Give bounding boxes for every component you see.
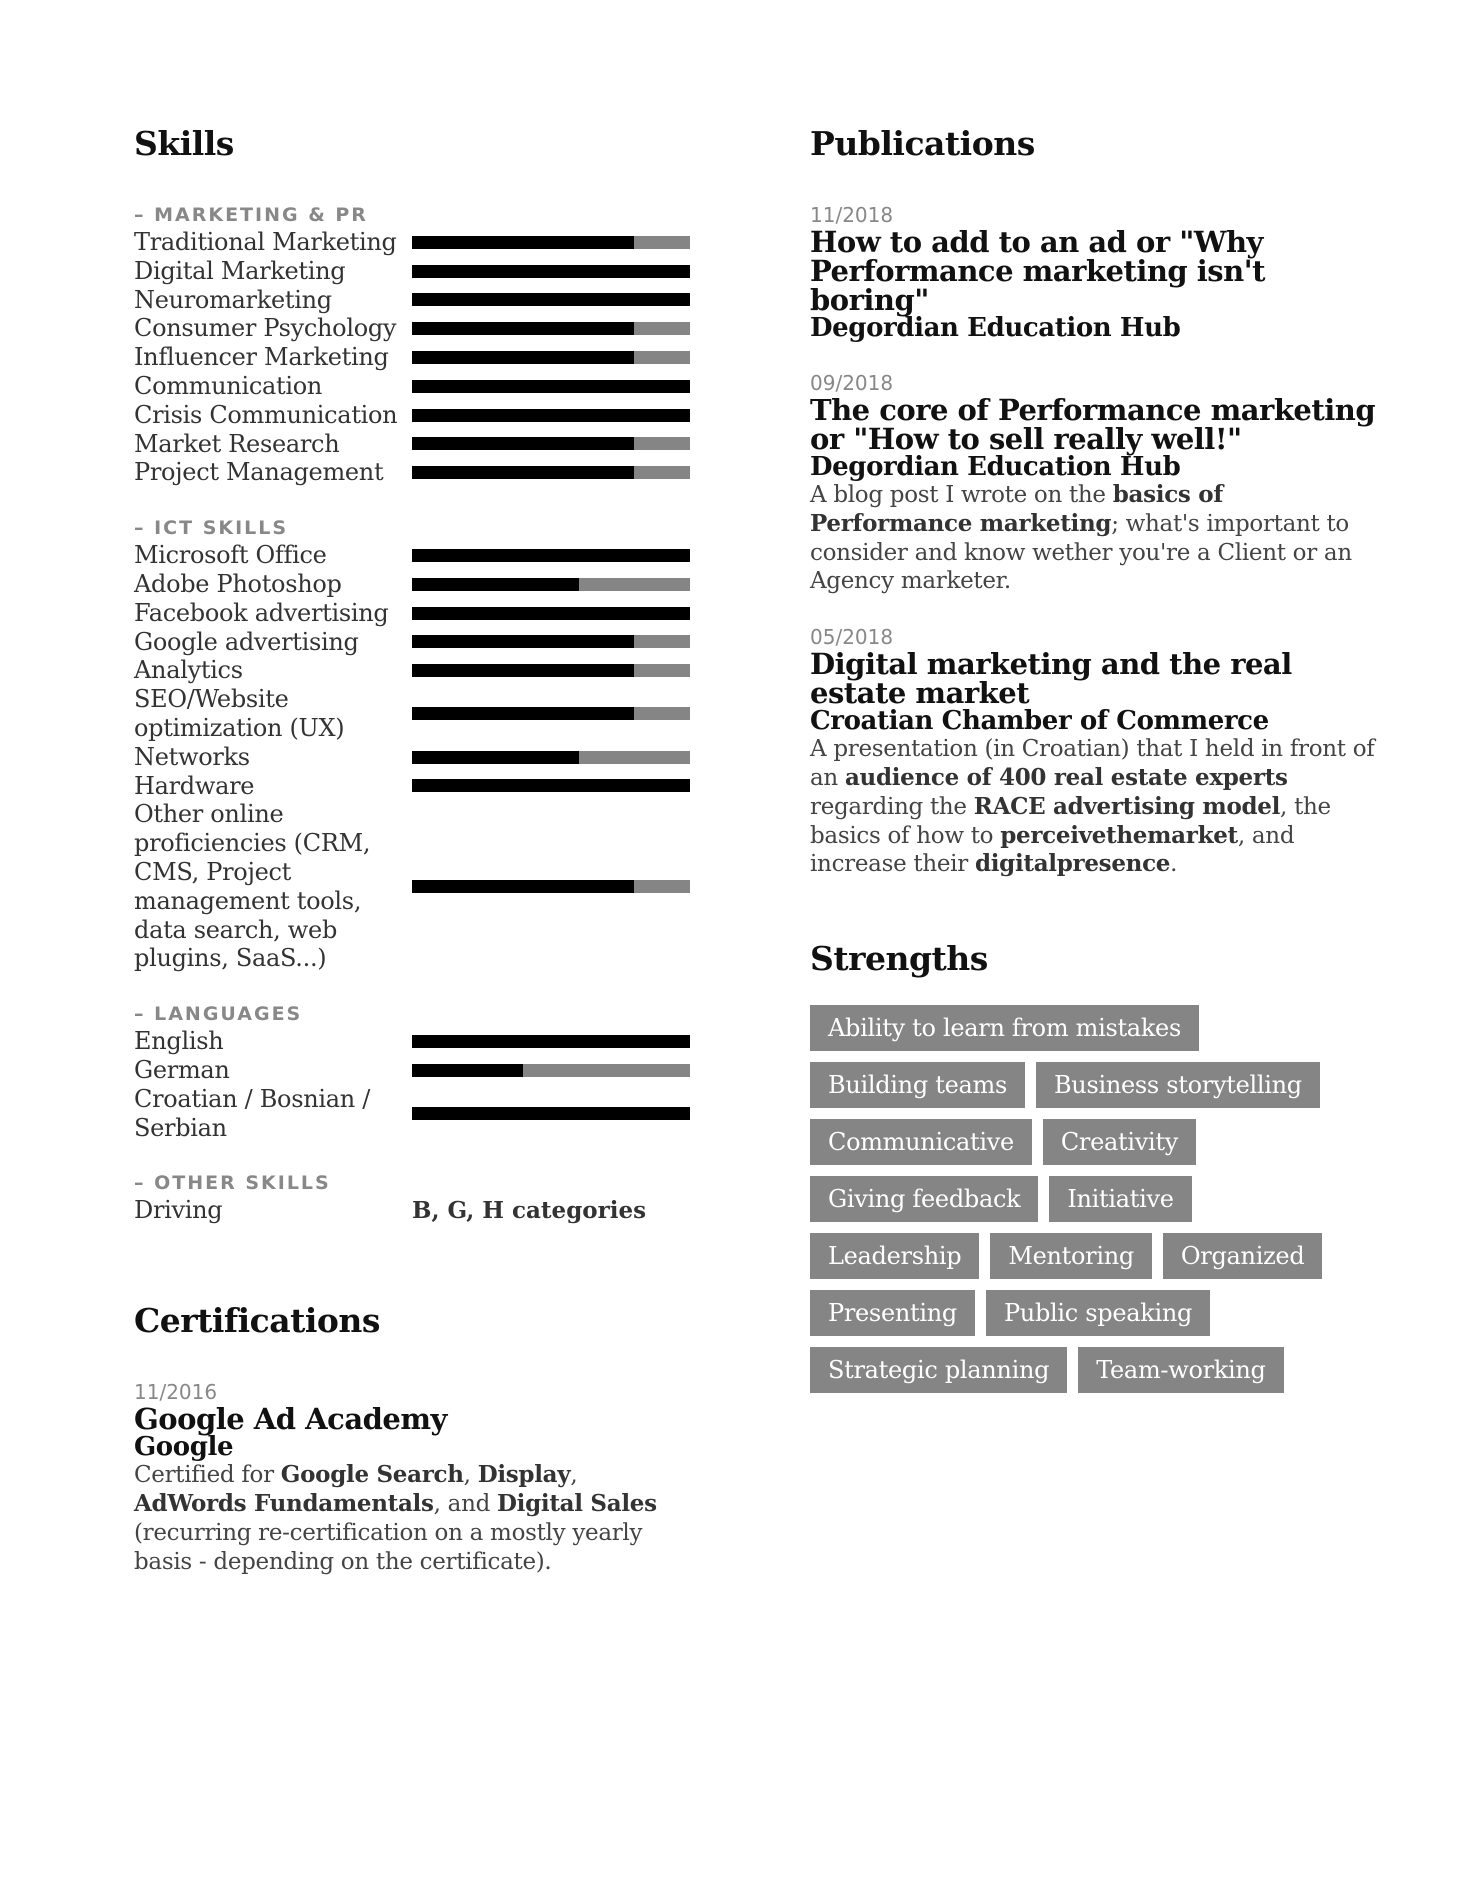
- publications-list: [810, 202, 1380, 879]
- desc-segment: , the basics of how to: [810, 793, 1331, 849]
- strengths-section: [810, 939, 1380, 1404]
- skill-level-fill: [412, 707, 634, 720]
- right-column: [810, 124, 1380, 1404]
- desc-segment: A presentation (in Croatian) that I held in front of an: [810, 736, 1375, 791]
- skill-row: [134, 628, 694, 657]
- desc-segment: , and: [433, 1490, 498, 1517]
- strength-tag: Strategic planning: [810, 1347, 1067, 1393]
- desc-segment: A blog post I wrote on the: [810, 482, 1113, 508]
- skill-row: [134, 772, 694, 801]
- desc-bold-segment: perceivethemarket: [1000, 821, 1238, 849]
- skill-level-fill: [412, 607, 690, 620]
- skill-name: Communication: [134, 371, 322, 400]
- skill-group: [134, 515, 694, 973]
- skills-title: Skills: [134, 124, 234, 163]
- desc-segment: (recurring re-certification on a mostly yearly basis - depending on the certificate).: [134, 1519, 643, 1575]
- skill-level-fill: [412, 265, 690, 278]
- publication-date: 05/2018: [810, 625, 894, 650]
- strength-tag: Public speaking: [986, 1290, 1210, 1336]
- skill-name: English: [134, 1027, 224, 1056]
- strength-tag: Presenting: [810, 1290, 975, 1336]
- publications-section: [810, 124, 1380, 879]
- certification-date: 11/2016: [134, 1380, 218, 1405]
- desc-bold-segment: Google Search: [280, 1461, 464, 1489]
- skill-level-fill: [412, 751, 579, 764]
- skill-level-bar: [412, 293, 690, 306]
- desc-bold-segment: digitalpresence: [974, 850, 1171, 878]
- publication-title: Digital marketing and the real estate market: [810, 647, 1292, 711]
- publication-description: [810, 481, 1380, 596]
- skill-level-bar: [412, 236, 690, 249]
- skill-level-fill: [412, 380, 690, 393]
- skill-name: Microsoft Office: [134, 541, 327, 570]
- strength-tag: Communicative: [810, 1119, 1032, 1165]
- skill-row: [134, 541, 694, 570]
- skill-row: [134, 430, 694, 459]
- publication-org: Degordian Education Hub: [810, 452, 1181, 482]
- skill-name: Google advertising: [134, 627, 359, 656]
- skill-level-fill: [412, 236, 634, 249]
- skill-row: [134, 800, 694, 973]
- skill-level-fill: [412, 549, 690, 562]
- skill-level-bar: [412, 1107, 690, 1120]
- publication-item: [810, 624, 1380, 879]
- skill-level-bar: [412, 664, 690, 677]
- skill-level-bar: [412, 380, 690, 393]
- publication-title: How to add to an ad or "Why Performance marketing isn't boring": [810, 225, 1265, 317]
- skill-level-fill: [412, 466, 634, 479]
- publication-description: [810, 735, 1380, 879]
- skill-row: [134, 458, 694, 487]
- skill-value: B, G, H categories: [412, 1197, 647, 1225]
- certification-description: [134, 1461, 694, 1576]
- skill-name: Digital Marketing: [134, 256, 346, 285]
- skill-name: Analytics: [134, 656, 243, 685]
- skill-name: Driving: [134, 1196, 223, 1225]
- desc-bold-segment: audience of 400 real estate experts: [844, 763, 1288, 791]
- skill-level-bar: [412, 1064, 690, 1077]
- skill-level-fill: [412, 293, 690, 306]
- skill-level-fill: [412, 437, 634, 450]
- desc-bold-segment: AdWords Fundamentals: [134, 1489, 434, 1517]
- skill-name: Facebook advertising: [134, 598, 389, 627]
- skill-row: [134, 570, 694, 599]
- certification-item: [134, 1379, 694, 1576]
- skill-row: [134, 401, 694, 430]
- certification-issuer: Google: [134, 1432, 234, 1463]
- strength-tag: Organized: [1163, 1233, 1322, 1279]
- skill-row: [134, 1196, 694, 1225]
- skill-level-bar: [412, 1035, 690, 1048]
- publication-org: Degordian Education Hub: [810, 313, 1181, 343]
- skill-name: Croatian / Bosnian / Serbian: [134, 1084, 371, 1142]
- skill-level-bar: [412, 607, 690, 620]
- skills-section: [134, 124, 694, 1225]
- skill-name: Hardware: [134, 771, 255, 800]
- skill-category-label: – MARKETING & PR: [134, 204, 368, 226]
- skill-category-label: – LANGUAGES: [134, 1003, 303, 1026]
- publication-item: [810, 370, 1380, 596]
- strength-tag: Giving feedback: [810, 1176, 1038, 1222]
- skill-name: Other online proficiencies (CRM, CMS, Project management tools, data search, web plugins, SaaS...): [134, 800, 371, 973]
- strength-tag: Leadership: [810, 1233, 979, 1279]
- skill-level-fill: [412, 779, 690, 792]
- skill-level-fill: [412, 880, 634, 893]
- skill-row: [134, 343, 694, 372]
- skill-name: Influencer Marketing: [134, 343, 389, 372]
- publications-title: Publications: [810, 124, 1035, 163]
- skill-level-bar: [412, 549, 690, 562]
- skill-level-bar: [412, 635, 690, 648]
- desc-segment: Certified for: [134, 1462, 281, 1489]
- desc-segment: ,: [570, 1462, 578, 1489]
- skill-level-bar: [412, 751, 690, 764]
- skill-name: Adobe Photoshop: [134, 569, 342, 598]
- publication-date: 09/2018: [810, 371, 894, 395]
- skill-row: [134, 685, 694, 743]
- skill-level-fill: [412, 1107, 690, 1120]
- left-column: [134, 124, 694, 1576]
- strengths-tags: [810, 1005, 1370, 1404]
- desc-segment: regarding the: [810, 793, 974, 820]
- skill-name: Neuromarketing: [134, 285, 332, 314]
- desc-segment: .: [1170, 851, 1178, 878]
- strength-tag: Ability to learn from mistakes: [810, 1005, 1199, 1051]
- publication-title: The core of Performance marketing or "How to sell really well!": [810, 393, 1376, 456]
- skill-name: Traditional Marketing: [134, 228, 397, 256]
- publication-date: 11/2018: [810, 203, 894, 227]
- skill-level-fill: [412, 1035, 690, 1048]
- strength-tag: Team-working: [1078, 1347, 1283, 1393]
- publication-org: Croatian Chamber of Commerce: [810, 706, 1269, 737]
- skill-row: [134, 1027, 694, 1056]
- certifications-list: [134, 1379, 694, 1576]
- skill-level-fill: [412, 578, 579, 591]
- skill-group: [134, 202, 694, 487]
- certification-title: Google Ad Academy: [134, 1402, 447, 1437]
- skill-level-fill: [412, 351, 634, 364]
- desc-segment: , and increase their: [810, 822, 1295, 878]
- certifications-section: [134, 1301, 694, 1576]
- skill-row: [134, 286, 694, 315]
- skill-group: [134, 1001, 694, 1142]
- skill-category-label: – ICT SKILLS: [134, 517, 289, 540]
- strength-tag: Mentoring: [990, 1233, 1152, 1279]
- skill-level-fill: [412, 322, 634, 335]
- skill-level-bar: [412, 437, 690, 450]
- desc-segment: ,: [463, 1462, 478, 1489]
- skills-groups: [134, 202, 694, 1225]
- skill-row: [134, 257, 694, 286]
- strength-tag: Initiative: [1049, 1176, 1191, 1222]
- skill-level-bar: [412, 578, 690, 591]
- skill-row: [134, 599, 694, 628]
- skill-group: [134, 1170, 694, 1225]
- skill-name: Networks: [134, 742, 250, 771]
- desc-bold-segment: Digital Sales: [497, 1489, 657, 1517]
- skill-level-bar: [412, 707, 690, 720]
- desc-bold-segment: basics of Performance marketing: [810, 481, 1223, 537]
- skill-level-bar: [412, 880, 690, 893]
- skill-row: [134, 314, 694, 343]
- desc-bold-segment: RACE advertising model: [973, 792, 1281, 820]
- skill-level-fill: [412, 1064, 523, 1077]
- skill-name: German: [134, 1055, 230, 1084]
- skill-level-fill: [412, 409, 690, 422]
- skill-name: Project Management: [134, 458, 384, 487]
- skill-row: [134, 228, 694, 257]
- skill-name: Crisis Communication: [134, 400, 398, 429]
- skill-name: SEO/Website optimization (UX): [134, 685, 345, 742]
- skill-row: [134, 1056, 694, 1085]
- skill-level-bar: [412, 265, 690, 278]
- strengths-title: Strengths: [810, 939, 988, 979]
- skill-level-bar: [412, 322, 690, 335]
- strength-tag: Business storytelling: [1036, 1062, 1320, 1108]
- skill-row: [134, 1085, 694, 1143]
- desc-bold-segment: Display: [477, 1461, 571, 1489]
- skill-level-fill: [412, 635, 634, 648]
- skill-row: [134, 743, 694, 772]
- skill-category-label: – OTHER SKILLS: [134, 1172, 331, 1195]
- skill-level-fill: [412, 664, 634, 677]
- skill-level-bar: [412, 779, 690, 792]
- desc-segment: ; what's important to consider and know wether you're a Client or an Agency marketer.: [810, 510, 1352, 595]
- publication-item: [810, 202, 1380, 342]
- skill-name: Market Research: [134, 429, 340, 458]
- skill-level-bar: [412, 351, 690, 364]
- skill-level-bar: [412, 409, 690, 422]
- skill-row: [134, 372, 694, 401]
- strength-tag: Building teams: [810, 1062, 1025, 1108]
- certifications-title: Certifications: [134, 1301, 380, 1341]
- skill-row: [134, 656, 694, 685]
- skill-name: Consumer Psychology: [134, 314, 397, 343]
- strength-tag: Creativity: [1043, 1119, 1196, 1165]
- skill-level-bar: [412, 466, 690, 479]
